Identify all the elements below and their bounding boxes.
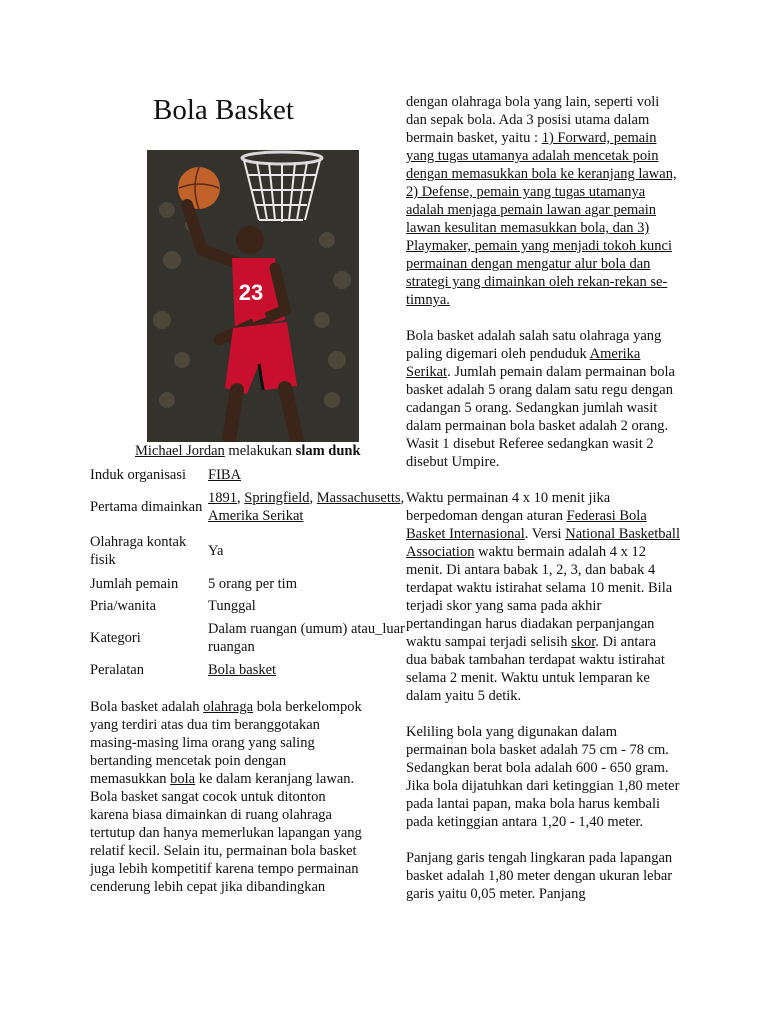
paragraph [406, 723, 680, 831]
infobox-value [208, 464, 410, 485]
infobox-value: Ya [208, 543, 224, 559]
text: Bola basket adalah [90, 699, 204, 715]
infobox-row [90, 617, 410, 659]
positions-link[interactable]: 1) Forward, pemain yang tugas utamanya adalah mencetak poin dengan memasukkan bola ke keranjang lawan, 2) Defense, pemain yang tugas utamanya adalah menjaga pemain lawan agar pemain lawan kesulitan memasukkan bola, dan 3) Playmaker, pemain yang menjadi tokoh kunci permainan dengan mengatur alur bola dan strategi yang dimainkan oleh rekan-rekan se-timnya. [406, 130, 677, 308]
infobox-link[interactable]: Massachusetts [316, 490, 401, 506]
infobox-value [208, 485, 410, 529]
text: . Versi [524, 526, 566, 542]
infobox-key: Kategori [90, 630, 141, 646]
paragraph [406, 93, 680, 309]
paragraph [406, 849, 680, 903]
infobox-link[interactable]: Bola basket [208, 662, 277, 678]
text: . Di antara dua babak tambahan terdapat waktu istirahat selama 2 menit. Waktu untuk lemparan ke dalam yaitu 5 detik. [406, 634, 665, 704]
infobox-key: Pria/wanita [90, 598, 157, 614]
caption-bold: slam dunk [295, 443, 361, 459]
text: dengan olahraga bola yang lain, seperti voli dan sepak bola. Ada 3 posisi utama dalam bermain basket, yaitu : [406, 94, 660, 146]
text: ke dalam keranjang lawan. Bola basket sangat cocok untuk ditonton karena biasa dimainkan di ruang olahraga tertutup dan hanya memerlukan lapangan yang relatif kecil. Selain itu, permainan bola basket juga lebih kompetitif karena tempo permainan cenderung lebih cepat jika dibandingkan [90, 771, 362, 895]
text: . Jumlah pemain dalam permainan bola basket adalah 5 orang dalam satu regu dengan cadangan 5 orang. Sedangkan jumlah wasit dalam permainan bola basket adalah 2 orang. Wasit 1 disebut Referee sedangkan wasit 2 disebut Umpire. [406, 364, 675, 470]
infobox-value: Dalam ruangan (umum) atau_luar ruangan [208, 621, 405, 655]
photo-caption [135, 443, 395, 460]
infobox-row [90, 573, 410, 595]
bola-link[interactable]: bola [170, 771, 196, 787]
infobox-row [90, 464, 410, 485]
infobox-row [90, 485, 410, 529]
olahraga-link[interactable]: olahraga [203, 699, 254, 715]
separator: , [309, 490, 317, 506]
infobox-link[interactable]: Springfield [244, 490, 310, 506]
skor-link[interactable]: skor [571, 634, 596, 650]
intro-paragraph [90, 698, 362, 896]
infobox-key: Jumlah pemain [90, 576, 179, 592]
text: Panjang garis tengah lingkaran pada lapangan basket adalah 1,80 meter dengan ukuran lebar garis yaitu 0,05 meter. Panjang [406, 850, 673, 902]
infobox-link[interactable]: Amerika Serikat [208, 508, 304, 524]
amerika-serikat-link[interactable]: Amerika Serikat [406, 346, 641, 380]
infobox-key: Olahraga kontak fisik [90, 534, 187, 568]
infobox-key: Peralatan [90, 662, 144, 678]
fiba-link[interactable]: Federasi Bola Basket Internasional [406, 508, 647, 542]
page-title: Bola Basket [153, 94, 294, 126]
text: Waktu permainan 4 x 10 menit jika berpedoman dengan aturan [406, 490, 611, 524]
right-column-text [406, 93, 680, 921]
text: Bola basket adalah salah satu olahraga yang paling digemari oleh penduduk [406, 328, 662, 362]
caption-text: melakukan [224, 443, 296, 459]
infobox-row [90, 659, 410, 681]
left-column-text [90, 698, 362, 914]
text: waktu bermain adalah 4 x 12 menit. Di antara babak 1, 2, 3, dan babak 4 terdapat waktu istirahat selama 10 menit. Bila terjadi skor yang sama pada akhir pertandingan harus diadakan perpanjangan waktu sampai terjadi selisih [406, 544, 673, 650]
svg-text:23: 23 [238, 280, 264, 305]
infobox-value [208, 659, 410, 681]
infobox-value: Tunggal [208, 598, 256, 614]
infobox-link[interactable]: 1891 [208, 490, 237, 506]
nba-link[interactable]: National Basketball Association [406, 526, 680, 560]
text: Keliling bola yang digunakan dalam permainan bola basket adalah 75 cm - 78 cm. Sedangkan berat bola adalah 600 - 650 gram. Jika bola dijatuhkan dari ketinggian 1,80 meter pada lantai papan, maka bola harus kembali pada ketinggian antara 1,20 - 1,40 meter. [406, 724, 680, 830]
paragraph [406, 327, 680, 471]
basketball-player-illustration [147, 150, 359, 442]
infobox-row [90, 529, 410, 573]
infobox-table [90, 464, 410, 681]
infobox-value: 5 orang per tim [208, 576, 297, 592]
infobox-link[interactable]: FIBA [208, 466, 242, 483]
infobox-key: Pertama dimainkan [90, 499, 203, 515]
infobox-row [90, 595, 410, 617]
player-photo [147, 150, 359, 442]
text: bola berkelompok yang terdiri atas dua tim beranggotakan masing-masing lima orang yang saling bertanding mencetak poin dengan memasukkan [90, 699, 362, 787]
infobox-key: Induk organisasi [90, 466, 186, 483]
separator: , [400, 490, 405, 506]
separator: , [237, 490, 245, 506]
caption-link[interactable]: Michael Jordan [135, 443, 225, 459]
paragraph [406, 489, 680, 705]
